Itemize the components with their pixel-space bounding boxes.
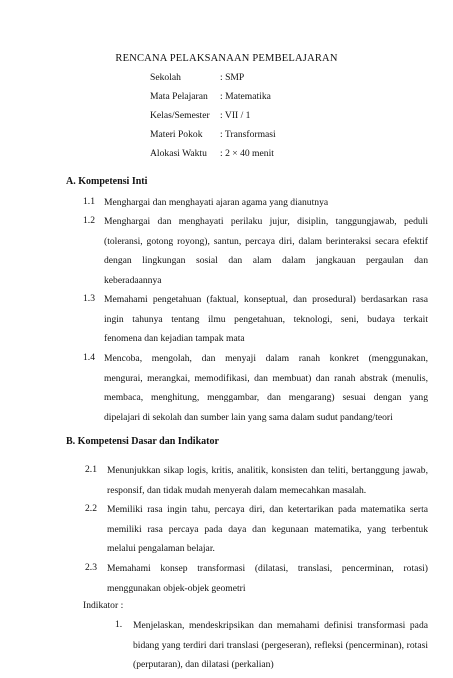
item-line: Memahami konsep transformasi (dilatasi, translasi, pencerminan, rotasi) <box>107 563 428 574</box>
item-line: responsif, dan tidak mudah menyerah dalam memecahkan masalah. <box>107 484 367 496</box>
kd-item-2-2 <box>85 503 428 562</box>
item-number: 1.4 <box>83 352 95 363</box>
info-value: : Transformasi <box>220 129 276 140</box>
item-line: Mencoba, mengolah, dan menyaji dalam ranah konkret (menggunakan, <box>104 353 428 364</box>
ki-item-1-1 <box>83 196 428 216</box>
item-line: Memahami pengetahuan (faktual, konseptual, dan prosedural) berdasarkan rasa <box>104 294 428 305</box>
ki-item-1-2 <box>83 215 428 293</box>
indikator-item-1 <box>115 619 428 678</box>
item-line: Menghargai dan menghayati perilaku jujur, disiplin, tanggungjawab, peduli <box>104 216 428 227</box>
item-line: (toleransi, gotong royong), santun, percaya diri, dalam berinteraksi secara efektif <box>104 235 428 247</box>
info-value: : VII / 1 <box>220 110 251 121</box>
kd-item-2-3 <box>85 562 428 601</box>
info-key: Alokasi Waktu <box>150 148 207 159</box>
info-row-materi-pokok <box>150 129 276 142</box>
section-a-heading: A. Kompetensi Inti <box>66 176 148 187</box>
info-row-alokasi-waktu <box>150 148 274 161</box>
item-line: ingin tahunya tentang ilmu pengetahuan, teknologi, seni, budaya terkait <box>104 313 428 325</box>
info-key: Kelas/Semester <box>150 110 210 121</box>
item-line: memiliki rasa percaya pada daya dan kegunaan matematika, yang terbentuk <box>107 523 428 535</box>
item-line: Menunjukkan sikap logis, kritis, analitik, konsisten dan teliti, bertanggung jawab, <box>107 465 428 476</box>
item-line: mengurai, merangkai, memodifikasi, dan membuat) dan ranah abstrak (menulis, <box>104 372 428 384</box>
item-line: bidang yang terdiri dari translasi (pergeseran), refleksi (pencerminan), rotasi <box>133 639 428 651</box>
item-line: keberadaannya <box>104 274 162 286</box>
item-number: 2.1 <box>85 464 97 475</box>
info-value: : Matematika <box>220 91 271 102</box>
info-value: : SMP <box>220 72 245 83</box>
item-line: Menjelaskan, mendeskripsikan dan memahami definisi transformasi pada <box>133 620 428 631</box>
kd-item-2-1 <box>85 464 428 503</box>
info-row-mata-pelajaran <box>150 91 271 104</box>
document-title: RENCANA PELAKSANAAN PEMBELAJARAN <box>115 53 338 64</box>
info-value: : 2 × 40 menit <box>220 148 274 159</box>
ki-item-1-4 <box>83 352 428 430</box>
item-number: 2.2 <box>85 503 97 514</box>
item-line: Menghargai dan menghayati ajaran agama yang dianutnya <box>104 197 329 208</box>
item-line: membaca, menghitung, menggambar, dan mengarang) sesuai dengan yang <box>104 392 428 404</box>
item-number: 1. <box>115 619 123 630</box>
item-line: dipelajari di sekolah dan sumber lain yang sama dalam sudut pandang/teori <box>104 411 393 423</box>
section-b-heading: B. Kompetensi Dasar dan Indikator <box>66 436 219 447</box>
item-line: melalui pengalaman belajar. <box>107 543 215 555</box>
item-line: Memiliki rasa ingin tahu, percaya diri, dan ketertarikan pada matematika serta <box>107 504 428 515</box>
item-line: (perputaran), dan dilatasi (perkalian) <box>133 659 274 671</box>
item-line: dengan lingkungan sosial dan alam dalam jangkauan pergaulan dan <box>104 255 428 267</box>
info-row-sekolah <box>150 72 244 85</box>
item-number: 1.1 <box>83 196 95 207</box>
info-key: Sekolah <box>150 72 181 83</box>
item-line: fenomena dan kejadian tampak mata <box>104 333 245 345</box>
ki-item-1-3 <box>83 293 428 352</box>
info-key: Mata Pelajaran <box>150 91 208 102</box>
info-key: Materi Pokok <box>150 129 203 140</box>
item-line: menggunakan objek-objek geometri <box>107 582 246 594</box>
indikator-label: Indikator : <box>83 600 124 611</box>
info-row-kelas-semester <box>150 110 250 123</box>
item-number: 2.3 <box>85 562 97 573</box>
item-number: 1.2 <box>83 215 95 226</box>
item-number: 1.3 <box>83 293 95 304</box>
